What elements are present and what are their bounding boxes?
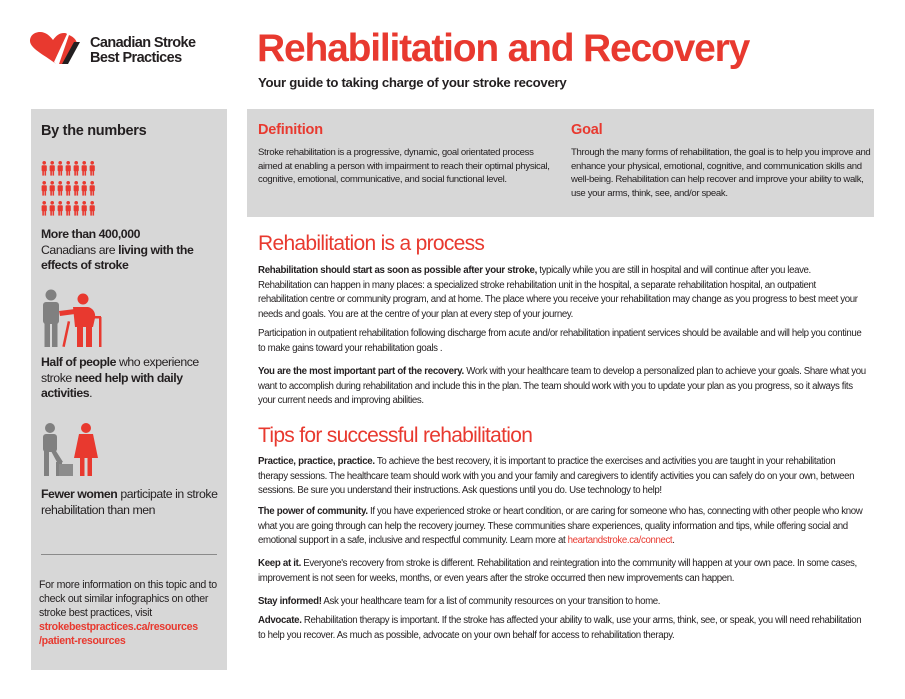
definition-text: Stroke rehabilitation is a progressive, dynamic, goal orientated process aimed at enabling a person with impairment to reach their optimal physical, cognitive, emotional, communicative, and social functional level.: [258, 147, 550, 185]
heart-logo-icon: [28, 32, 88, 66]
stat-2-text-2: .: [89, 386, 93, 400]
tip-3-text: Everyone's recovery from stroke is different. Rehabilitation and reintegration into the community will happen at your own pace. In some cases, improvement is not seen for weeks, months, or even years after the stroke occurred then new improvements can happen.: [258, 558, 857, 584]
tip-1-text: To achieve the best recovery, it is important to practice the exercises and activities you are taught in your rehabilitation therapy sessions. The healthcare team should work with you and your family and caregivers to identify activities you can safely do on your own, between sessions. Be sure you understand their instructions. Ask questions until you do. Use technology to help!: [258, 456, 855, 496]
logo-line-1: Canadian Stroke: [90, 35, 196, 51]
brand-logo: [28, 32, 228, 72]
stat-fewer-women: [41, 487, 223, 518]
tip-2-bold: The power of community.: [258, 506, 368, 517]
sidebar-divider: [41, 554, 217, 555]
tip-keep-at-it: [258, 557, 866, 586]
tip-4-bold: Stay informed!: [258, 596, 322, 607]
sidebar-heading: By the numbers: [41, 123, 147, 139]
process-paragraph-3: [258, 365, 866, 409]
numbers-sidebar: [31, 109, 227, 670]
logo-line-2: Best Practices: [90, 50, 182, 66]
stat-3-text: participate in stroke rehabilitation than men: [41, 487, 218, 517]
resources-link-line-2[interactable]: /patient-resources: [39, 635, 126, 647]
more-info-text: For more information on this topic and to check out similar infographics on other stroke best practices, visit: [39, 579, 217, 619]
stat-1-bold: More than 400,000: [41, 227, 140, 241]
more-info-block: [39, 578, 225, 648]
tip-2-text: If you have experienced stroke or heart condition, or are caring for someone who has, connecting with other people who know what you are going through can help the recovery journey. These communities share experiences, quality information and tips, while offering social and emotional support in a safe, inclusive and respectful community. Learn more at: [258, 506, 863, 546]
tip-practice: [258, 455, 866, 499]
tip-1-bold: Practice, practice, practice.: [258, 456, 375, 467]
stat-2-bold-2: need help with daily activities: [41, 370, 183, 400]
process-p3-text: Work with your healthcare team to develop a personalized plan to achieve your goals. Share what you want to accomplish during rehabilitation and include this in the plan. The team should work with you to update your plan as you progress, so it always fits your current needs and improving abilities.: [258, 366, 866, 406]
man-woman-step-icon: [41, 422, 103, 478]
tip-2-end: .: [672, 535, 675, 546]
stat-2-text: who experience stroke: [41, 355, 199, 385]
tips-section-title: Tips for successful rehabilitation: [258, 424, 533, 447]
tip-community: [258, 505, 866, 549]
process-p1-text: typically while you are still in hospital and will continue after you leave. Rehabilitation can happen in many places: a specialized stroke rehabilitation unit in the hospital, a separate rehabilitation hospital, an outpatient rehabilitation centre or community program, and at home. The place where you receive your rehabilitation may change as you progress to best meet your needs and goals. You are at the centre of your plan at every step of your journey.: [258, 265, 858, 320]
goal-title: Goal: [571, 122, 603, 138]
stat-2-bold: Half of people: [41, 355, 116, 369]
goal-text: Through the many forms of rehabilitation, the goal is to help you improve and enhance your physical, emotional, cognitive, and communication skills and well-being. Rehabilitation can help recover and improve your ability to walk, use your arms, think, see, and/or speak.: [571, 147, 871, 199]
resources-link[interactable]: [39, 620, 225, 648]
people-group-icon: [41, 161, 96, 217]
page-title: Rehabilitation and Recovery: [257, 27, 750, 70]
process-paragraph-2: [258, 327, 866, 356]
definition-goal-panel: [247, 109, 874, 217]
stat-need-help: [41, 355, 223, 402]
tip-stay-informed: [258, 595, 866, 610]
tip-3-bold: Keep at it.: [258, 558, 301, 569]
process-p1-bold: Rehabilitation should start as soon as possible after your stroke,: [258, 265, 537, 276]
page-subtitle: Your guide to taking charge of your stroke recovery: [258, 75, 567, 90]
tip-advocate: [258, 614, 866, 643]
tip-5-bold: Advocate.: [258, 615, 302, 626]
process-paragraph-1: [258, 264, 866, 322]
stat-1-text: Canadians are: [41, 242, 119, 257]
resources-link-line-1[interactable]: strokebestpractices.ca/resources: [39, 621, 198, 633]
stat-1-bold-2: living with the effects of stroke: [41, 242, 194, 272]
tip-4-text: Ask your healthcare team for a list of community resources on your transition to home.: [321, 596, 661, 607]
heartandstroke-link[interactable]: heartandstroke.ca/connect: [567, 535, 673, 546]
tip-5-text: Rehabilitation therapy is important. If the stroke has affected your ability to walk, use your arms, think, see, or speak, you will need rehabilitation to help you recover. As much as possible, advocate on your own behalf for access to rehabilitation therapy.: [258, 615, 862, 641]
stat-people-living: [41, 227, 223, 274]
process-section-title: Rehabilitation is a process: [258, 232, 485, 255]
process-p3-bold: You are the most important part of the recovery.: [258, 366, 464, 377]
helper-elder-icon: [41, 289, 107, 349]
process-p2-text: Participation in outpatient rehabilitation following discharge from acute and/or rehabilitation inpatient services should be available and will help you continue to make gains toward your rehabilitation goals .: [258, 328, 862, 354]
definition-title: Definition: [258, 122, 323, 138]
stat-3-bold: Fewer women: [41, 487, 118, 501]
